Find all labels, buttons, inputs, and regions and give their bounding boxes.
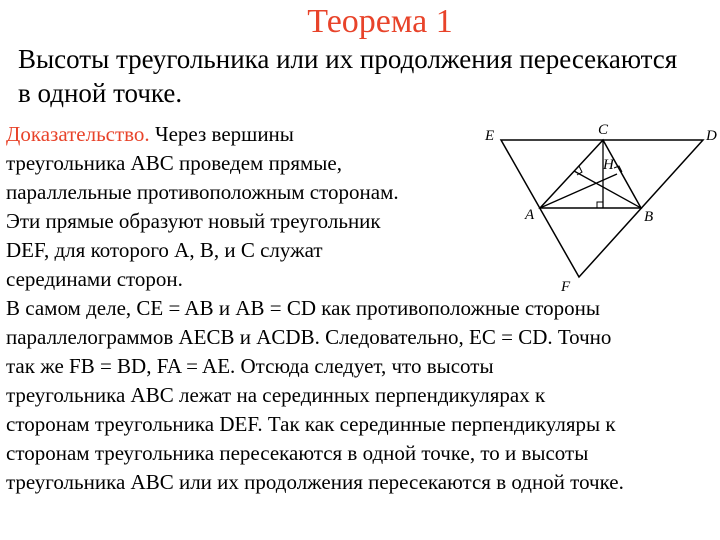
proof-line-12: сторонам треугольника пересекаются в одной точке, то и высоты — [6, 441, 589, 465]
right-angle-mark-bottom — [597, 202, 603, 208]
proof-line-7: В самом деле, CE = AB и AB = CD как противоположные стороны — [6, 296, 600, 320]
proof-line-8: параллелограммов AECB и ACDB. Следовательно, EC = CD. Точно — [6, 325, 612, 349]
proof-line-13: треугольника ABC или их продолжения пересекаются в одной точке. — [6, 470, 624, 494]
proof-line-6: серединами сторон. — [6, 267, 183, 291]
statement-line-2: в одной точке. — [18, 78, 183, 108]
label-a: A — [525, 207, 535, 223]
proof-heading: Доказательство. — [6, 122, 150, 146]
label-h: H — [603, 157, 614, 173]
label-b: B — [644, 209, 654, 225]
label-e: E — [485, 128, 495, 144]
proof-line-1-text: Через вершины — [149, 122, 294, 146]
statement-line-1: Высоты треугольника или их продолжения пересекаются — [18, 44, 678, 74]
proof-line-5: DEF, для которого A, B, и C служат — [6, 238, 323, 262]
proof-line-1 — [6, 121, 294, 147]
proof-line-11: сторонам треугольника DEF. Так как серединные перпендикуляры к — [6, 412, 616, 436]
proof-line-10: треугольника ABC лежат на серединных перпендикулярах к — [6, 383, 546, 407]
label-f: F — [561, 279, 571, 295]
label-c: C — [598, 122, 609, 138]
proof-line-4: Эти прямые образуют новый треугольник — [6, 209, 381, 233]
proof-line-9: так же FB = BD, FA = AE. Отсюда следует, что высоты — [6, 354, 494, 378]
proof-line-3: параллельные противоположным сторонам. — [6, 180, 399, 204]
theorem-statement — [18, 42, 718, 110]
label-d: D — [706, 128, 717, 144]
proof-line-2: треугольника ABC проведем прямые, — [6, 151, 342, 175]
slide-title: Теорема 1 — [307, 3, 453, 40]
triangle-diagram — [475, 115, 720, 295]
altitude-from-a — [540, 174, 617, 208]
triangle-abc — [540, 140, 641, 208]
